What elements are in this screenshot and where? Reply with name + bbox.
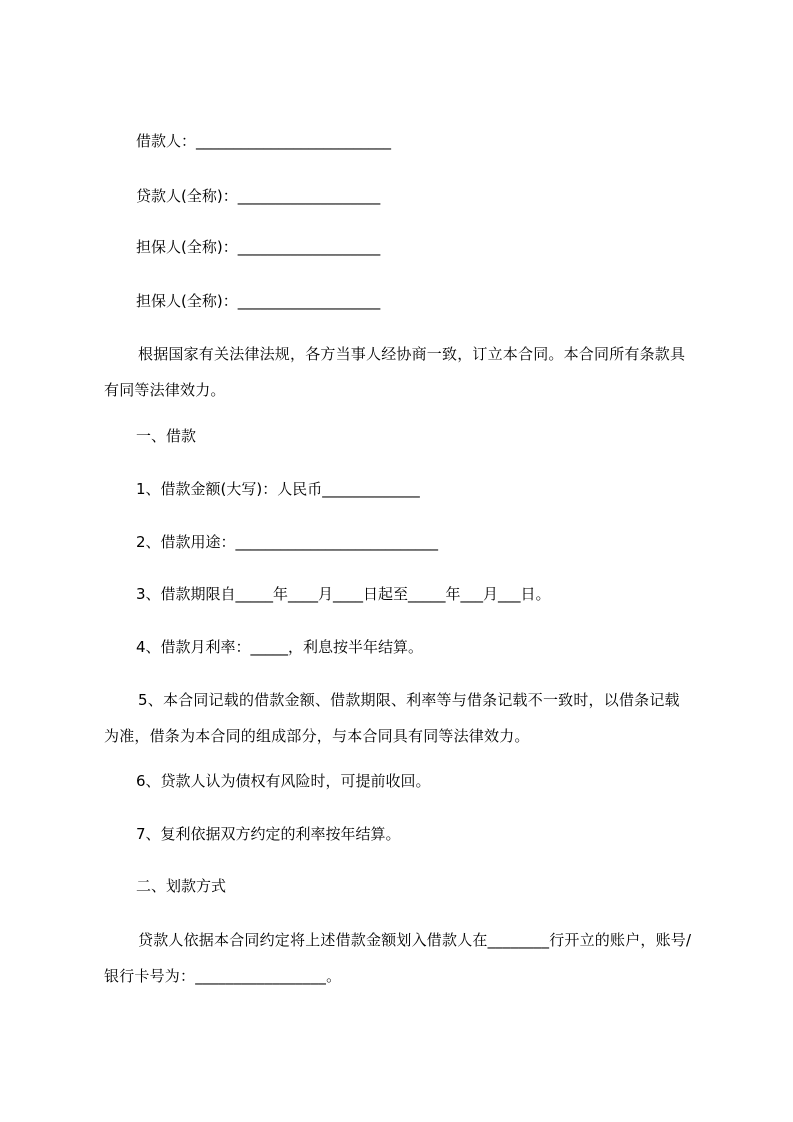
lender-field: 贷款人(全称)：___________________ — [136, 187, 381, 205]
clause-7-compound-interest: 7、复利依据双方约定的利率按年结算。 — [136, 825, 401, 843]
section-2-heading: 二、划款方式 — [136, 877, 227, 895]
section-1-heading: 一、借款 — [136, 427, 197, 445]
clause-5-record-precedence: 5、本合同记载的借款金额、借款期限、利率等与借条记载不一致时，以借条记载为准，借条为本合同的组成部分，与本合同具有同等法律效力。 — [104, 691, 680, 745]
borrower-field: 借款人：__________________________ — [136, 132, 392, 150]
preamble-paragraph: 根据国家有关法律法规，各方当事人经协商一致，订立本合同。本合同所有条款具有同等法律效力。 — [104, 345, 686, 399]
clause-6-early-recall: 6、贷款人认为债权有风险时，可提前收回。 — [136, 772, 431, 790]
guarantor-field-2: 担保人(全称)：___________________ — [136, 292, 381, 310]
clause-3-loan-term: 3、借款期限自_____年____月____日起至_____年___月___日。 — [136, 585, 551, 603]
guarantor-field-1: 担保人(全称)：___________________ — [136, 238, 381, 256]
clause-1-loan-amount: 1、借款金额(大写)：人民币_____________ — [136, 480, 420, 498]
clause-2-loan-purpose: 2、借款用途：___________________________ — [136, 533, 439, 551]
transfer-method-paragraph: 贷款人依据本合同约定将上述借款金额划入借款人在________行开立的账户，账号/银行卡号为：_________________。 — [104, 931, 692, 985]
clause-4-interest-rate: 4、借款月利率：_____，利息按半年结算。 — [136, 638, 424, 656]
